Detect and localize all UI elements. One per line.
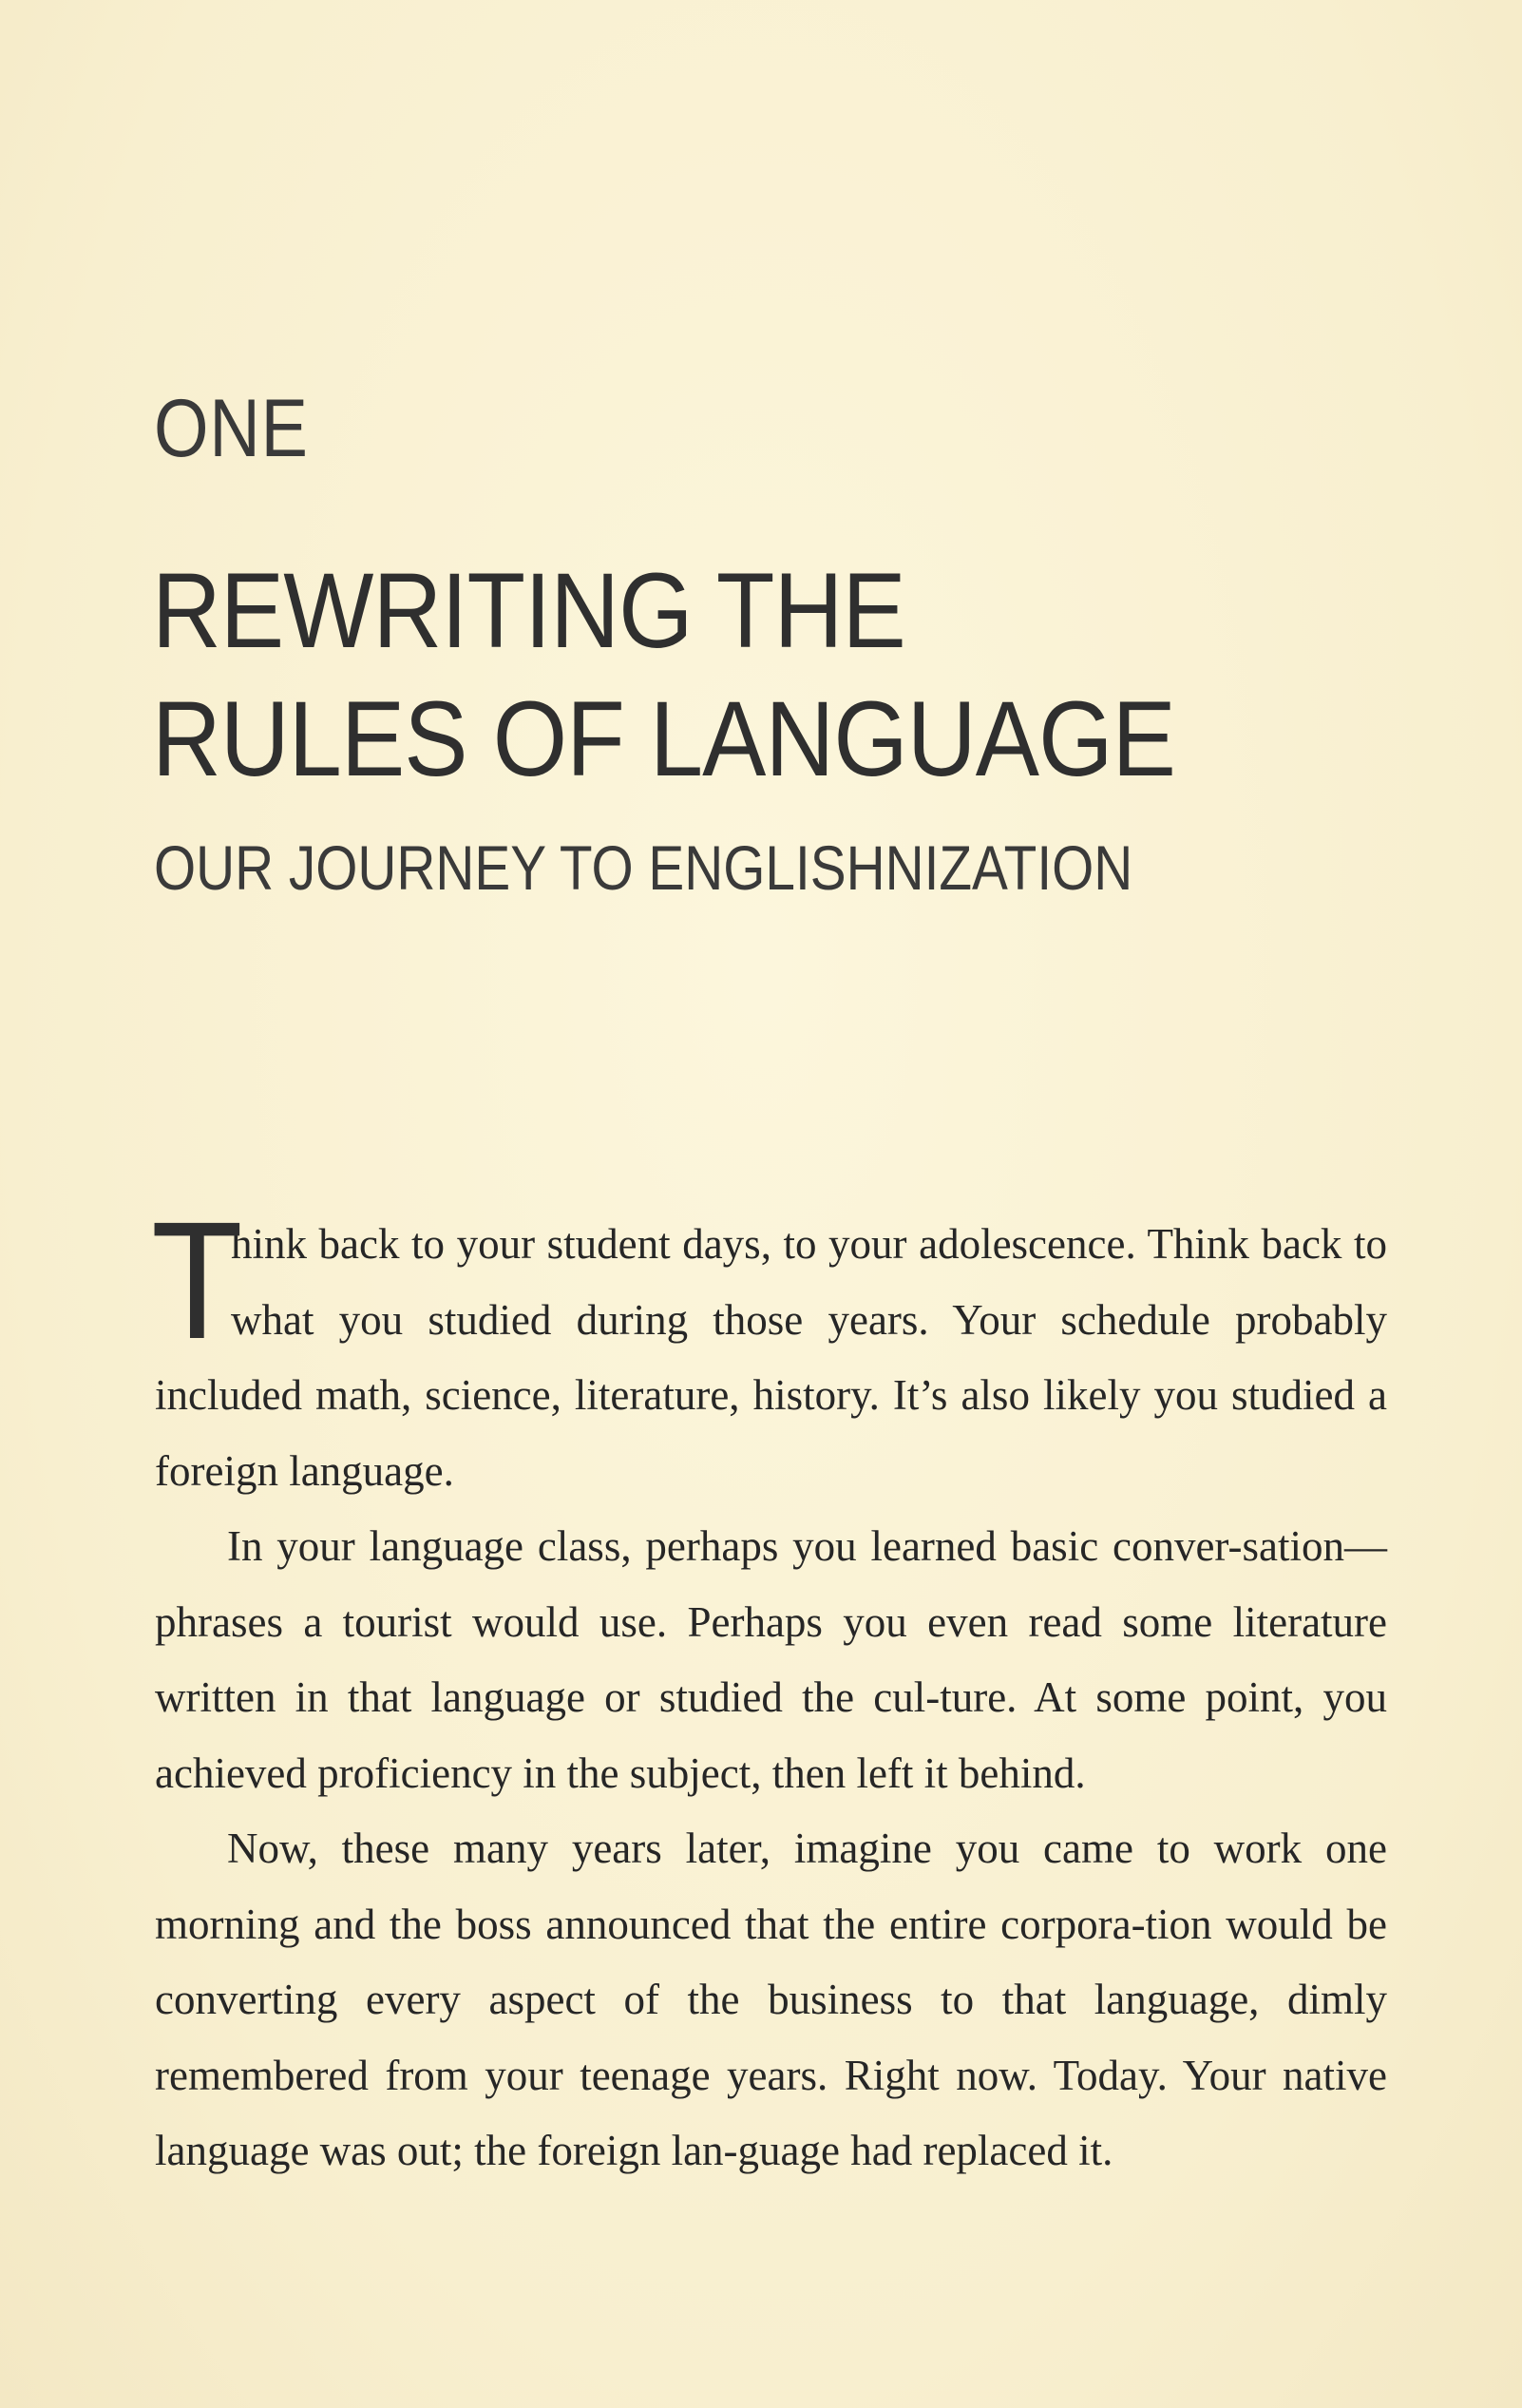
paragraph: Now, these many years later, imagine you came to work one morning and the boss announced that the entire corpora-tion would be converting every aspect of the business to that language, dimly remembered from your teenage years. Right now. Today. Your native language was out; the foreign lan-guage had replaced it. xyxy=(155,1825,1387,2174)
paragraph: In your language class, perhaps you learned basic conver-sation—phrases a tourist would use. Perhaps you even read some literature written in that language or studied the cul-ture. At some point, you achieved proficiency in the subject, then left it behind. xyxy=(155,1522,1387,1797)
paragraph xyxy=(151,1188,1387,1509)
body-text xyxy=(151,1188,1387,2189)
chapter-title-line-2: RULES OF LANGUAGE xyxy=(152,679,1175,798)
chapter-number: ONE xyxy=(154,383,309,474)
paragraph-1-text: hink back to your student days, to your adolescence. Think back to what you studied during those years. Your schedule probably included math, science, literature, history. It’s also likely you studied a foreign language. xyxy=(155,1220,1387,1495)
chapter-title xyxy=(152,546,1175,803)
chapter-title-line-1: REWRITING THE xyxy=(152,551,905,670)
chapter-subtitle: OUR JOURNEY TO ENGLISHNIZATION xyxy=(154,832,1133,903)
drop-cap: T xyxy=(151,1188,243,1374)
